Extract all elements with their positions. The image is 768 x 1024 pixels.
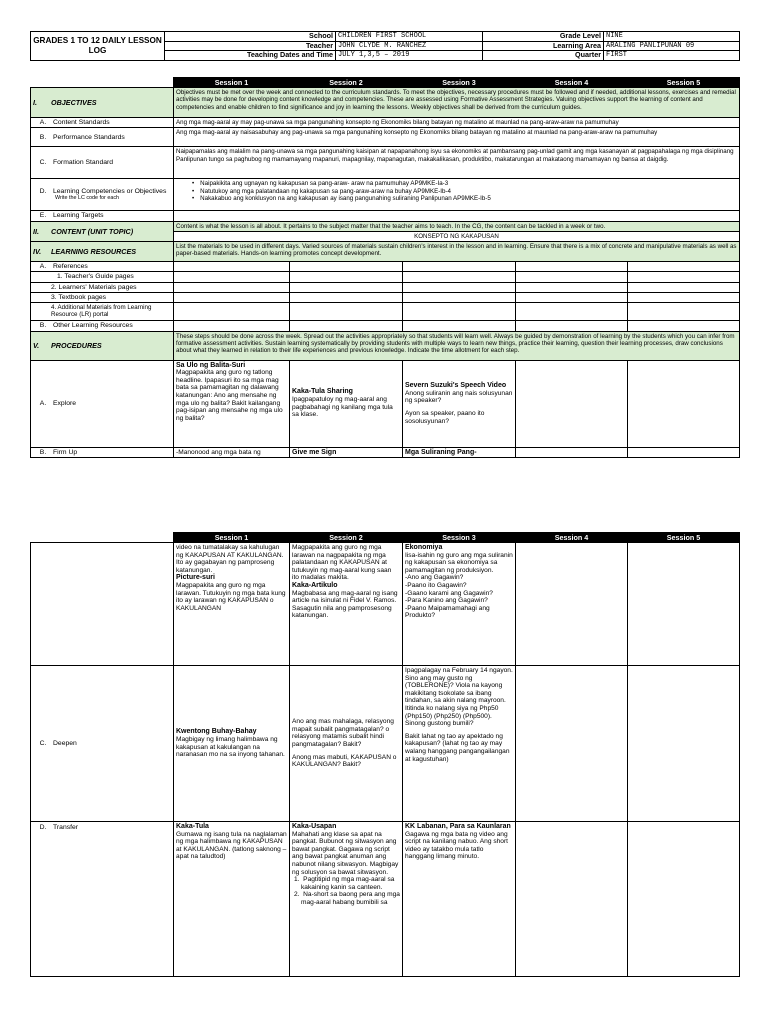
competencies-list	[174, 179, 740, 211]
learners-materials-label: 2. Learners' Materials pages	[31, 282, 174, 292]
deepen-session-2: Ano ang mas mahalaga, relasyong mapait subalit pangmatagalan? o relasyong matamis subalit hindi pangmatagalan? Bakit? Anong mas mabuti, KAKAPUSAN o KAKULANGAN? Bakit?	[290, 666, 403, 822]
competency-item: • Natutukoy ang mga palatandaan ng kakapusan sa pang-araw-araw na buhay AP9MKE-Ib-4	[202, 188, 737, 195]
grade-value: NINE	[604, 32, 740, 42]
objectives-heading: I. OBJECTIVES	[31, 88, 174, 118]
grade-label: Grade Level	[483, 32, 604, 42]
firmup-session-2: Give me Sign	[290, 447, 403, 458]
area-label: Learning Area	[483, 41, 604, 51]
session-2-header: Session 2	[290, 533, 403, 543]
explore-session-1: Sa Ulo ng Balita-Suri Magpapakita ang guro ng tatlong headline. Ipapasuri ito sa mga mag bata sa pamamagitan ng dalawang katanungan: Ano ang mensahe ng mga ulo ng balita? Bakit kailangang pag-isipan ang mensahe ng mga ulo ng balita?	[174, 360, 290, 447]
lesson-plan-table-page2	[30, 532, 740, 977]
deepen-session-1: Kwentong Buhay-Bahay Magbigay ng limang halimbawa ng kakapusan at kakulangan na naranasan mo na sa inyong tahanan.	[174, 666, 290, 822]
explore-row	[31, 360, 740, 447]
performance-standards-text: Ang mga mag-aaral ay naisasabuhay ang pag-unawa sa mga pangunahing konsepto ng Ekonomiks bilang batayan ng matalino at maunlad na pang-araw-araw na pamumuhay	[174, 128, 740, 147]
log-title: GRADES 1 TO 12 DAILY LESSON LOG	[31, 32, 165, 61]
firmup-row	[31, 447, 740, 458]
quarter-value: FIRST	[604, 51, 740, 61]
firmup-label: B. Firm Up	[31, 447, 174, 458]
transfer-step-1: 1. Pagtitipid ng mga mag-aaral sa kakaining kanin sa canteen.	[294, 876, 395, 891]
session-1-header: Session 1	[174, 78, 290, 88]
quarter-label: Quarter	[483, 51, 604, 61]
dates-value: JULY 1,3,5 – 2019	[336, 51, 483, 61]
other-resources-label: B. Other Learning Resources	[31, 321, 174, 331]
transfer-label: D. Transfer	[31, 822, 174, 977]
session-2-header: Session 2	[290, 78, 403, 88]
learning-targets-label: E. Learning Targets	[31, 211, 174, 221]
deepen-session-3: Ipagpalagay na February 14 ngayon. Sino ang may gusto ng (TOBLERONE)? Viola na kayong makikitang tsokolate sa ibang tindahan, sa akin nalang mayroon. Ititinda ko nalang siya ng Php50 (Php150) (Php250) (Php500). Sinong gustong bumili? Bakit lahat ng tao ay apektado ng kakapusan? (lahat ng tao ay may walang hanggang pangangailangan at kagustuhan)	[403, 666, 516, 822]
competency-item: • Naipakikita ang ugnayan ng kakapusan sa pang-araw- araw na pamumuhay AP9MKE-Ia-3	[202, 180, 737, 187]
deepen-row	[31, 666, 740, 822]
resources-heading: IV. LEARNING RESOURCES	[31, 242, 174, 262]
session-3-header: Session 3	[403, 78, 516, 88]
school-label: School	[165, 32, 336, 42]
textbook-pages-label: 3. Textbook pages	[31, 293, 174, 303]
objectives-note: Objectives must be met over the week and connected to the curriculum standards. To meet the objectives, necessary procedures must be followed and if needed, additional lessons, exercises and remedial activities may be done for developing content knowledge and competencies. These are assessed using Formative Assessment Strategies. Valuing objectives support the learning of content and competencies and enable children to find significance and joy in learning the lessons. Weekly objectives shall be derived from the curriculum guides.	[174, 88, 740, 118]
firmup-continued-row	[31, 543, 740, 666]
lesson-plan-table-page1	[30, 77, 740, 458]
teacher-value: JOHN CLYDE M. RANCHEZ	[336, 41, 483, 51]
explore-session-2: Kaka-Tula Sharing Ipagpapatuloy ng mag-aaral ang pagbabahagi ng kanilang mga tula sa klase.	[290, 360, 403, 447]
content-note: Content is what the lesson is all about. It pertains to the subject matter that the teacher aims to teach. In the CG, the content can be tackled in a week or two.	[174, 221, 740, 231]
dates-label: Teaching Dates and Time	[165, 51, 336, 61]
session-1-header: Session 1	[174, 533, 290, 543]
competency-item: • Nakakabuo ang konklusyon na ang kakapusan ay isang pangunahing suliraning Panlipunan AP9MKE-Ib-5	[202, 195, 737, 202]
formation-standard-text: Naipapamalas ang malalim na pang-unawa sa mga pangunahing kaisipan at napapanahong isyu sa ekonomiks at pambansang pag-unlad gamit ang mga kasanayan at pagpapahalaga ng mga disiplinang Panlipunan tungo sa paghubog ng mamamayang mapanuri, mapagnilay, mapanagutan, makakalikasan, produktibo, makatarungan at makataong mamamayan ng bansa at daigdig.	[174, 147, 740, 179]
transfer-row	[31, 822, 740, 977]
content-topic: KONSEPTO NG KAKAPUSAN	[174, 231, 740, 241]
area-value: ARALING PANLIPUNAN 09	[604, 41, 740, 51]
content-standards-text: Ang mga mag-aaral ay may pag-unawa sa mga pangunahing konsepto ng Ekonomiks bilang batayan ng matalino at maunlad na pang-araw-araw na pamumuhay	[174, 118, 740, 128]
session-4-header: Session 4	[516, 533, 628, 543]
explore-session-3: Severn Suzuki's Speech Video Anong suliranin ang nais solusyunan ng speaker? Ayon sa speaker, paano ito sosolusyunan?	[403, 360, 516, 447]
session-5-header: Session 5	[628, 533, 740, 543]
school-value: CHILDREN FIRST SCHOOL	[336, 32, 483, 42]
transfer-session-1: Kaka-Tula Gumawa ng isang tula na naglalaman ng mga halimbawa ng KAKAPUSAN at KAKULANGAN. (tatlong saknong – apat na taludtod)	[174, 822, 290, 977]
procedures-heading: V. PROCEDURES	[31, 331, 174, 360]
content-standards-label: A. Content Standards	[31, 118, 174, 128]
transfer-step-2: 2. Na-short sa baong pera ang mga mag-aaral habang bumibili sa	[294, 891, 400, 906]
session-header-row-page2	[31, 533, 740, 543]
firmup-session-3: Mga Suliraning Pang-	[403, 447, 516, 458]
references-label: A. References	[31, 262, 174, 272]
transfer-session-3: KK Labanan, Para sa Kaunlaran Gagawa ng mga bata ng video ang script na kanilang nabuo. Ang short video ay tatakbo mula tatlo hanggang limang minuto.	[403, 822, 516, 977]
learning-targets-text	[174, 211, 740, 221]
firmup-session-2-continued: Magpapakita ang guro ng mga larawan na nagpapakita ng mga palatandaan ng KAKAPUSAN at tutukuyin ng mag-aaral kung saan ito madalas makita. Kaka-Artikulo Magbabasa ang mag-aaral ng isang article na isinulat ni Fidel V. Ramos. Sasagutin nila ang pamprosesong katanungan.	[290, 543, 403, 666]
transfer-session-2: Kaka-Usapan Mahahati ang klase sa apat na pangkat. Bubunot ng sitwasyon ang bawat pangkat. Gagawa ng script ang bawat pangkat anuman ang nabunot nilang sitwasyon. Magbigay ng solusyon sa bawat sitwasyon. 1. Pagtitipid ng mga mag-aaral sa kakaining kanin sa canteen. 2. Na-short sa baong pera ang mga mag-aaral habang bumibili sa	[290, 822, 403, 977]
performance-standards-label: B. Performance Standards	[31, 128, 174, 147]
session-3-header: Session 3	[403, 533, 516, 543]
competencies-label: D. Learning Competencies or Objectives Write the LC code for each	[31, 179, 174, 211]
teachers-guide-label: 1. Teacher's Guide pages	[31, 272, 174, 282]
resources-note: List the materials to be used in different days. Varied sources of materials sustain children's interest in the lesson and in learning. Ensure that there is a mix of concrete and manipulative materials as well as paper-based materials. Hands-on learning promotes concept development.	[174, 242, 740, 262]
deepen-label: C. Deepen	[31, 666, 174, 822]
procedures-note: These steps should be done across the week. Spread out the activities appropriately so that students will learn well. Always be guided by demonstration of learning by the students which you can infer from formative assessment activities. Sustain learning systematically by providing students with multiple ways to learn new things, practice their learning, question their learning processes, draw conclusions about what they learned in relation to their life experiences and previous knowledge. Indicate the time allotment for each step.	[174, 331, 740, 360]
firmup-session-1-continued: video na tumatalakay sa kahulugan ng KAKAPUSAN AT KAKULANGAN. Ito ay gagabayan ng pamproseng katanungan. Picture-suri Magpapakita ang guro ng mga larawan. Tutukuyin ng mga bata kung ito ay larawan ng KAKAPUSAN o KAKULANGAN	[174, 543, 290, 666]
additional-materials-label: 4. Additional Materials from Learning Resource (LR) portal	[31, 303, 174, 321]
session-header-row	[31, 78, 740, 88]
explore-label: A. Explore	[31, 360, 174, 447]
formation-standard-label: C. Formation Standard	[31, 147, 174, 179]
header-table	[30, 31, 740, 61]
firmup-session-3-continued: Ekonomiya Iisa-isahin ng guro ang mga suliranin ng kakapusan sa ekonomiya sa pamamagitan ng produksiyon. -Ano ang Gagawin? -Paano ito Gagawin? -Gaano karami ang Gagawin? -Para Kanino ang Gagawin? -Paano Maipamamahagi ang Produkto?	[403, 543, 516, 666]
content-heading: II. CONTENT (UNIT TOPIC)	[31, 221, 174, 242]
session-4-header: Session 4	[516, 78, 628, 88]
session-5-header: Session 5	[628, 78, 740, 88]
teacher-label: Teacher	[165, 41, 336, 51]
firmup-session-1: -Manonood ang mga bata ng	[174, 447, 290, 458]
